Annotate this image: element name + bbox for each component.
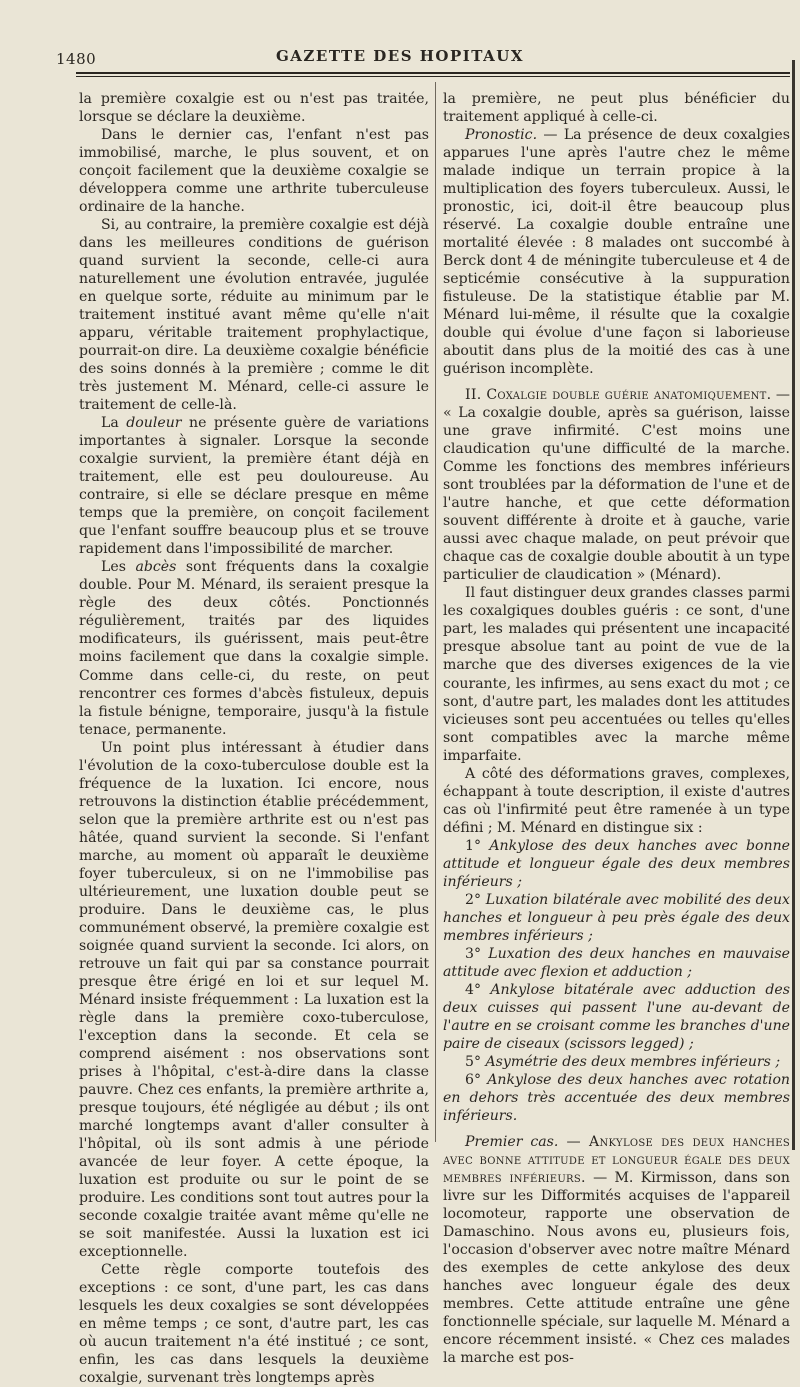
case-heading: — Ankylose des deux hanches avec bonne attitude et longueur égale des deux membres inférieurs. <box>443 1133 790 1186</box>
paragraph-text: Si, au contraire, la première coxalgie est déjà dans les meilleures conditions de guérison quand survient la seconde, celle-ci aura naturellement une évolution entravée, jugulée en quelque sorte, réduite au minimum par le traitement institué avant même qu'elle n'ait apparu, véritable traitement prophylactique, pourrait-on dire. La deuxième coxalgie bénéficie des soins donnés à la première ; comme le dit très justement M. Ménard, celle-ci assure le traitement de celle-là. <box>79 217 429 414</box>
paragraph <box>79 126 429 216</box>
header-rule <box>76 72 790 74</box>
list-item <box>443 1053 790 1071</box>
paragraph <box>443 386 790 584</box>
paragraph-text: — La présence de deux coxalgies apparues l'une après l'autre chez le même malade indique un terrain propice à la multiplication des foyers tuberculeux. Aussi, le pronostic, ici, doit-il être beaucoup plus réservé. La coxalgie double entraîne une mortalité élevée : 8 malades ont succombé à Berck dont 4 de méningite tuberculeuse et 4 de septicémie consécutive à la suppuration fistuleuse. De la statistique établie par M. Ménard lui-même, il résulte que la coxalgie double qui évolue d'une façon si laborieuse aboutit dans plus de la moitié des cas à une guérison incomplète. <box>443 127 790 378</box>
paragraph-text: Il faut distinguer deux grandes classes parmi les coxalgiques doubles guéris : ce sont, d'une part, les malades qui présentent une incapacité presque absolue tant au point de vue de la marche que des diverses exigences de la vie courante, les infirmes, au sens exact du mot ; ce sont, d'autre part, les malades dont les attitudes vicieuses sont peu accentuées ou telles qu'elles sont compatibles avec la marche même imparfaite. <box>443 585 790 764</box>
paragraph-text: — « La coxalgie double, après sa guérison, laisse une grave infirmité. C'est moins une claudication qu'une difficulté de la marche. Comme les fonctions des membres inférieurs sont troublées par la déformation de l'une et de l'autre hanche, et que cette déformation souvent différente à droite et à gauche, varie aussi avec chaque malade, on peut prévoir que chaque cas de coxalgie double aboutit à un type particulier de claudication » (Ménard). <box>443 387 790 584</box>
list-item <box>443 837 790 891</box>
list-text: Luxation bilatérale avec mobilité des deux hanches et longueur à peu près égale des deux membres inférieurs ; <box>443 891 790 944</box>
list-number: 6° <box>465 1071 482 1088</box>
header-rule-thin <box>76 76 790 77</box>
lead-before: La <box>101 415 127 432</box>
list-text: Ankylose des deux hanches avec rotation en dehors très accentuée des deux membres inférieurs. <box>443 1071 791 1124</box>
list-number: 3° <box>465 945 482 962</box>
running-title: GAZETTE DES HOPITAUX <box>275 47 524 65</box>
list-number: 5° <box>465 1053 482 1070</box>
list-text: Ankylose des deux hanches avec bonne attitude et longueur égale des deux membres inférieurs ; <box>443 837 790 890</box>
paragraph-text: la première coxalgie est ou n'est pas traitée, lorsque se déclare la deuxième. <box>79 91 429 126</box>
paragraph-text: sont fréquents dans la coxalgie double. Pour M. Ménard, ils seraient presque la règle des deux côtés. Ponctionnés régulièrement, traités par des liquides modificateurs, ils guérissent, mais peut-être moins facilement que dans la coxalgie simple. Comme dans celle-ci, du reste, on peut rencontrer ces formes d'abcès fistuleux, depuis la fistule bénigne, temporaire, jusqu'à la fistule tenace, permanente. <box>79 559 429 738</box>
paragraph <box>443 765 790 837</box>
paragraph <box>443 1133 790 1367</box>
paragraph-text: Dans le dernier cas, l'enfant n'est pas immobilisé, marche, le plus souvent, et on conçoit facilement que la deuxième coxalgie se développera comme une arthrite tuberculeuse ordinaire de la hanche. <box>79 127 429 216</box>
lead-term: douleur <box>126 415 182 432</box>
paragraph-text: ne présente guère de variations importantes à signaler. Lorsque la seconde coxalgie survient, la première étant déjà en traitement, elle est peu douloureuse. Au contraire, si elle se déclare presque en même temps que la première, on conçoit facilement que l'enfant souffre beaucoup plus et se trouve rapidement dans l'impossibilité de marcher. <box>79 415 429 558</box>
section-gap <box>443 378 790 386</box>
paragraph <box>79 558 429 738</box>
paragraph <box>79 414 429 558</box>
lead-term: Premier cas. <box>465 1133 559 1150</box>
list-item <box>443 945 790 981</box>
list-text: Ankylose bitatérale avec adduction des deux cuisses qui passent l'une au-devant de l'autre en se croisant comme les branches d'une paire de ciseaux (scissors legged) ; <box>443 981 790 1052</box>
paragraph-text: Cette règle comporte toutefois des exceptions : ce sont, d'une part, les cas dans lesquels les deux coxalgies se sont développées en même temps ; ce sont, d'autre part, les cas où aucun traitement n'a été institué ; ce sont, enfin, les cas dans lesquels la deuxième coxalgie, survenant très longtemps après <box>79 1262 429 1387</box>
paragraph <box>443 90 790 126</box>
paragraph <box>79 90 429 126</box>
paragraph-text: A côté des déformations graves, complexes, échappant à toute description, il existe d'autres cas où l'infirmité peut être ramenée à un type défini ; M. Ménard en distingue six : <box>443 765 790 836</box>
list-item <box>443 891 790 945</box>
list-number: 2° <box>465 891 482 908</box>
list-number: 1° <box>465 837 482 854</box>
paragraph <box>79 216 429 414</box>
page-number: 1480 <box>56 50 97 68</box>
paragraph <box>443 584 790 764</box>
list-text: Asymétrie des deux membres inférieurs ; <box>485 1053 781 1070</box>
left-column <box>79 90 429 1387</box>
lead-term: abcès <box>135 559 177 576</box>
list-number: 4° <box>465 981 482 998</box>
page-edge <box>792 60 795 1150</box>
paragraph-text: — M. Kirmisson, dans son livre sur les Difformités acquises de l'appareil locomoteur, rapporte une observation de Damaschino. Nous avons eu, plusieurs fois, l'occasion d'observer avec notre maître Ménard des exemples de cette ankylose des deux hanches avec longueur égale des deux membres. Cette attitude entraîne une gêne fonctionnelle spéciale, sur laquelle M. Ménard a encore récemment insisté. « Chez ces malades la marche est pos- <box>443 1169 790 1367</box>
section-gap <box>443 1125 790 1133</box>
paragraph-text: la première, ne peut plus bénéficier du traitement appliqué à celle-ci. <box>443 91 790 126</box>
list-text: Luxation des deux hanches en mauvaise attitude avec flexion et adduction ; <box>443 945 790 980</box>
list-item <box>443 1071 790 1125</box>
paragraph <box>79 1261 429 1387</box>
right-column <box>443 90 791 1367</box>
paragraph <box>79 739 429 1261</box>
paragraph <box>443 126 790 378</box>
lead-before: Les <box>101 559 136 576</box>
column-divider <box>435 82 436 1142</box>
paragraph-text: Un point plus intéressant à étudier dans l'évolution de la coxo-tuberculose double est la fréquence de la luxation. Ici encore, nous retrouvons la distinction établie précédemment, selon que la première arthrite est ou n'est pas hâtée, quand survient la seconde. Si l'enfant marche, au moment où apparaît le deuxième foyer tuberculeux, si on ne l'immobilise pas ultérieurement, une luxation double peut se produire. Dans le deuxième cas, le plus communément observé, la première coxalgie est soignée quand survient la seconde. Ici alors, on retrouve un fait qui par sa constance pourrait presque être érigé en loi et sur lequel M. Ménard insiste fréquemment : La luxation est la règle dans la première coxo-tuberculose, l'exception dans la seconde. Et cela se comprend aisément : nos observations sont prises à l'hôpital, c'est-à-dire dans la classe pauvre. Chez ces enfants, la première arthrite a, presque toujours, été négligée au début ; ils ont marché longtemps avant d'aller consulter à l'hôpital, où ils sont admis à une période avancée de leur foyer. A cette époque, la luxation est produite ou sur le point de se produire. Les conditions sont tout autres pour la seconde coxalgie traitée avant même qu'elle ne se soit manifestée. Aussi la luxation est ici exceptionnelle. <box>79 739 429 1260</box>
section-heading: II. Coxalgie double guérie anatomiquement. <box>465 387 772 404</box>
list-item <box>443 981 790 1053</box>
lead-term: Pronostic. <box>465 127 538 144</box>
